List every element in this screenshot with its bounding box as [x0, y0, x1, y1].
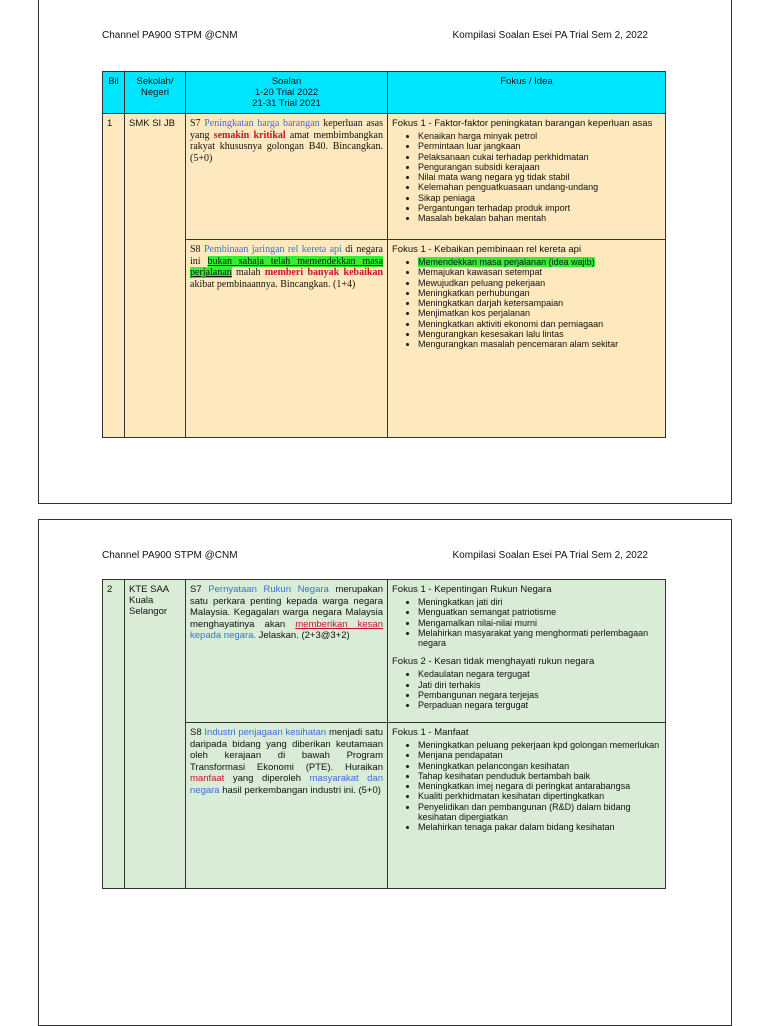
fokus-s7: [388, 114, 666, 240]
list-item: • Kenaikan harga minyak petrol: [418, 131, 661, 141]
list-item: • Meningkatkan perhubungan: [418, 288, 661, 298]
list-item: • Pelaksanaan cukai terhadap perkhidmatan: [418, 152, 661, 162]
school-name: KTE SAA Kuala Selangor: [125, 580, 186, 889]
list-item: • Meningkatkan peluang pekerjaan kpd golongan memerlukan: [418, 740, 661, 750]
list-item: • Melahirkan tenaga pakar dalam bidang kesihatan: [418, 822, 661, 832]
question-s8: S8 Industri penjagaan kesihatan menjadi satu daripada bidang yang diberikan keutamaan oleh kerajaan di bawah Program Transformasi Ekonomi (PTE). Huraikan manfaat yang diperoleh masyarakat dan negara hasil perkembangan industri ini. (5+0): [186, 723, 388, 889]
header-right: Kompilasi Soalan Esei PA Trial Sem 2, 2022: [452, 30, 648, 41]
list-item: • Memajukan kawasan setempat: [418, 267, 661, 277]
question-table-1: [102, 71, 666, 438]
question-s8: S8 Pembinaan jaringan rel kereta api di negara ini bukan sahaja telah memendekkan masa perjalanan malah memberi banyak kebaikan akibat pembinaannya. Bincangkan. (1+4): [186, 240, 388, 438]
table-row: [103, 580, 666, 723]
list-item: • Meningkatkan imej negara di peringkat antarabangsa: [418, 781, 661, 791]
list-item: • Perpaduan negara tergugat: [418, 700, 661, 710]
list-item: • Pengurangan subsidi kerajaan: [418, 162, 661, 172]
table-row: [103, 240, 666, 438]
header-left: Channel PA900 STPM @CNM: [102, 30, 238, 41]
list-item: • Jati diri terhakis: [418, 680, 661, 690]
col-fokus: Fokus / Idea: [388, 72, 666, 114]
row-number: 1: [103, 114, 125, 438]
school-name: SMK SI JB: [125, 114, 186, 438]
fokus-title: Fokus 1 - Faktor-faktor peningkatan barangan keperluan asas: [392, 118, 653, 129]
question-s7: S7 Peningkatan harga barangan keperluan asas yang semakin kritikal amat membimbangkan rakyat khususnya golongan B40. Bincangkan. (5+0): [186, 114, 388, 240]
list-item: • Meningkatkan aktiviti ekonomi dan perniagaan: [418, 319, 661, 329]
list-item: • Permintaan luar jangkaan: [418, 141, 661, 151]
fokus-title: Fokus 1 - Kepentingan Rukun Negara: [392, 584, 552, 595]
list-item: • Masalah bekalan bahan mentah: [418, 213, 661, 223]
header-right: Kompilasi Soalan Esei PA Trial Sem 2, 2022: [452, 550, 648, 561]
list-item: • Meningkatkan pelancongan kesihatan: [418, 761, 661, 771]
fokus-title: Fokus 1 - Kebaikan pembinaan rel kereta api: [392, 244, 582, 255]
col-sekolah: Sekolah/ Negeri: [125, 72, 186, 114]
fokus-title: Fokus 1 - Manfaat: [392, 727, 469, 738]
fokus-title: Fokus 2 - Kesan tidak menghayati rukun negara: [392, 656, 595, 668]
page-1: [38, 0, 732, 504]
list-item: • Menguatkan semangat patriotisme: [418, 607, 661, 617]
header-left: Channel PA900 STPM @CNM: [102, 550, 238, 561]
list-item: • Menjana pendapatan: [418, 750, 661, 760]
table-header-row: [103, 72, 666, 114]
page-2: [38, 519, 732, 1026]
col-bil: Bil: [103, 72, 125, 114]
list-item: • Meningkatkan darjah ketersampaian: [418, 298, 661, 308]
fokus-s8: [388, 240, 666, 438]
list-item: • Pergantungan terhadap produk import: [418, 203, 661, 213]
list-item: • Pembangunan negara terjejas: [418, 690, 661, 700]
fokus-s7: [388, 580, 666, 723]
list-item: • Mewujudkan peluang pekerjaan: [418, 278, 661, 288]
fokus-s8: [388, 723, 666, 889]
row-number: 2: [103, 580, 125, 889]
list-item: • Kualiti perkhidmatan kesihatan dipertingkatkan: [418, 791, 661, 801]
table-row: [103, 114, 666, 240]
list-item: • Mengurangkan kesesakan lalu lintas: [418, 329, 661, 339]
list-item: • Mengurangkan masalah pencemaran alam sekitar: [418, 339, 661, 349]
fokus-list: [392, 740, 661, 833]
list-item: • Kedaulatan negara tergugat: [418, 669, 661, 679]
table-row: [103, 723, 666, 889]
list-item: • Sikap peniaga: [418, 193, 661, 203]
question-table-2: [102, 579, 666, 889]
list-item: • Penyelidikan dan pembangunan (R&D) dalam bidang kesihatan dipergiatkan: [418, 802, 661, 823]
list-item: • Menjimatkan kos perjalanan: [418, 308, 661, 318]
list-item: • Mengamalkan nilai-nilai murni: [418, 618, 661, 628]
fokus-list: [392, 597, 661, 648]
list-item: • Tahap kesihatan penduduk bertambah baik: [418, 771, 661, 781]
list-item: • Nilai mata wang negara yg tidak stabil: [418, 172, 661, 182]
list-item: • Memendekkan masa perjalanan (idea wajib): [418, 257, 661, 267]
fokus-list: [392, 257, 661, 267]
fokus-list: [392, 267, 661, 349]
list-item: • Kelemahan penguatkuasaan undang-undang: [418, 182, 661, 192]
col-soalan: Soalan 1-20 Trial 2022 21-31 Trial 2021: [186, 72, 388, 114]
list-item: • Melahirkan masyarakat yang menghormati perlembagaan negara: [418, 628, 661, 649]
question-s7: S7 Pernyataan Rukun Negara merupakan satu perkara penting kepada warga negara Malaysia. Kegagalan warga negara Malaysia menghayatinya akan memberikan kesan kepada negara. Jelaskan. (2+3@3+2): [186, 580, 388, 723]
list-item: • Meningkatkan jati diri: [418, 597, 661, 607]
fokus-list: [392, 669, 661, 710]
fokus-list: [392, 131, 661, 224]
